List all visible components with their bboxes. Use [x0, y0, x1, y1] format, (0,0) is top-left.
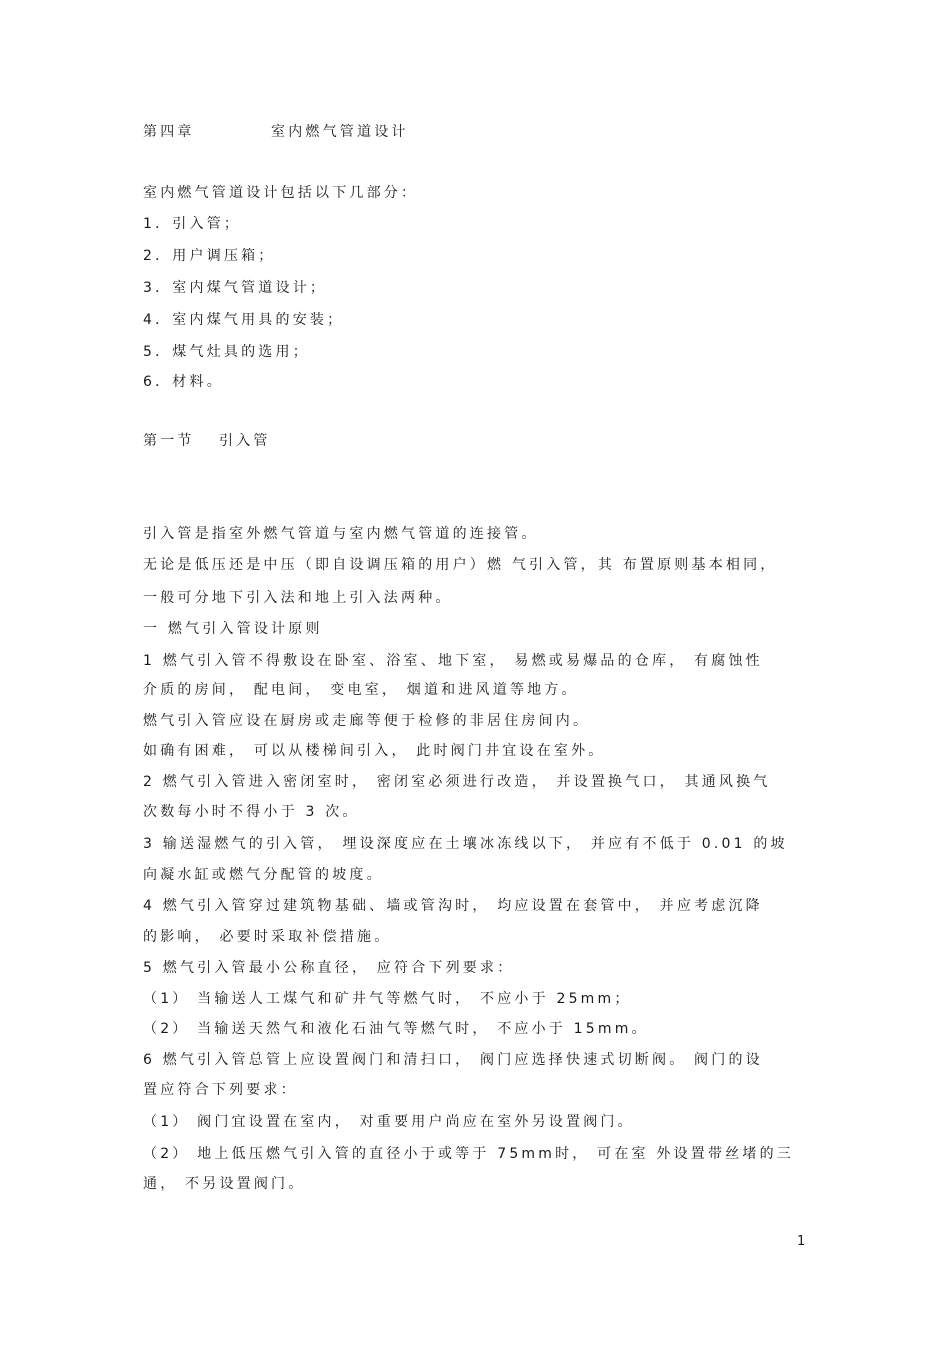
- toc-item: 6．材料。: [143, 374, 224, 390]
- paragraph-line: 次数每小时不得小于 3 次。: [143, 804, 360, 820]
- paragraph-line: 如确有困难， 可以从楼梯间引入， 此时阀门井宜设在室外。: [143, 743, 606, 759]
- paragraph-line: （1） 当输送人工煤气和矿井气等燃气时， 不应小于 25mm；: [143, 991, 632, 1007]
- toc-item: 2．用户调压箱；: [143, 248, 276, 264]
- chapter-number: 第四章: [143, 124, 195, 140]
- paragraph-line: 3 输送湿燃气的引入管， 埋设深度应在土壤冰冻线以下， 并应有不低于 0.01 的坡: [143, 836, 788, 852]
- chapter-title: 室内燃气管道设计: [271, 124, 409, 140]
- toc-item: 1．引入管；: [143, 216, 242, 232]
- paragraph-line: 介质的房间， 配电间， 变电室， 烟道和进风道等地方。: [143, 682, 579, 698]
- paragraph-line: （1） 阀门宜设置在室内， 对重要用户尚应在室外另设置阀门。: [143, 1114, 635, 1130]
- paragraph-line: 引入管是指室外燃气管道与室内燃气管道的连接管。: [143, 526, 539, 542]
- paragraph-line: 通， 不另设置阀门。: [143, 1176, 306, 1192]
- paragraph-line: （2） 地上低压燃气引入管的直径小于或等于 75mm时， 可在室 外设置带丝堵的三: [143, 1146, 794, 1162]
- paragraph-line: 5 燃气引入管最小公称直径， 应符合下列要求：: [143, 960, 515, 976]
- paragraph-line: 4 燃气引入管穿过建筑物基础、墙或管沟时， 均应设置在套管中， 并应考虑沉降: [143, 898, 763, 914]
- paragraph-line: 2 燃气引入管进入密闭室时， 密闭室必须进行改造， 并设置换气口， 其通风换气: [143, 774, 771, 790]
- intro-text: 室内燃气管道设计包括以下几部分：: [143, 185, 419, 201]
- section-title: 引入管: [219, 433, 271, 449]
- paragraph-line: （2） 当输送天然气和液化石油气等燃气时， 不应小于 15mm。: [143, 1021, 649, 1037]
- toc-item: 5．煤气灶具的选用；: [143, 344, 310, 360]
- paragraph-line: 6 燃气引入管总管上应设置阀门和清扫口， 阀门应选择快速式切断阀。 阀门的设: [143, 1052, 763, 1068]
- section-number: 第一节: [143, 433, 195, 449]
- toc-item: 3．室内煤气管道设计；: [143, 280, 328, 296]
- toc-item: 4．室内煤气用具的安装；: [143, 312, 345, 328]
- page-number: 1: [797, 1234, 806, 1249]
- paragraph-line: 置应符合下列要求：: [143, 1082, 298, 1098]
- subheading: 一 燃气引入管设计原则: [143, 621, 323, 637]
- paragraph-line: 无论是低压还是中压（即自设调压箱的用户）燃 气引入管，其 布置原则基本相同，: [143, 557, 778, 573]
- paragraph-line: 向凝水缸或燃气分配管的坡度。: [143, 867, 384, 883]
- paragraph-line: 燃气引入管应设在厨房或走廊等便于检修的非居住房间内。: [143, 713, 591, 729]
- paragraph-line: 一般可分地下引入法和地上引入法两种。: [143, 590, 453, 606]
- paragraph-line: 的影响， 必要时采取补偿措施。: [143, 929, 392, 945]
- paragraph-line: 1 燃气引入管不得敷设在卧室、浴室、地下室， 易燃或易爆品的仓库， 有腐蚀性: [143, 653, 763, 669]
